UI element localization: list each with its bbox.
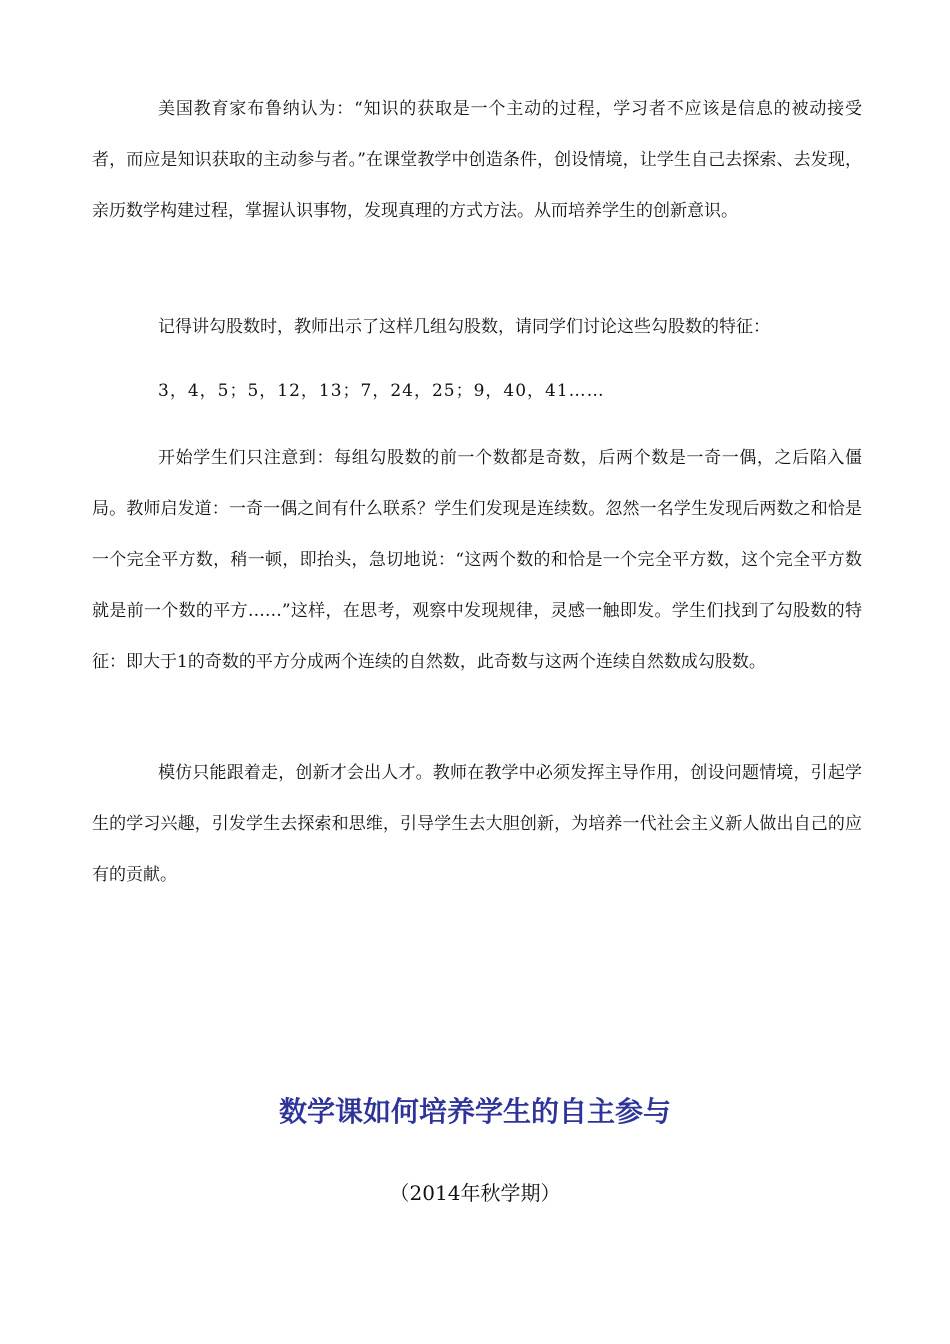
document-title: 数学课如何培养学生的自主参与 xyxy=(278,1095,671,1128)
paragraph-pythagorean-triples: 3，4，5；5，12，13；7，24，25；9，40，41…… xyxy=(158,381,605,401)
paragraph-bruner-quote: 美国教育家布鲁纳认为：“知识的获取是一个主动的过程，学习者不应该是信息的被动接受者，而应是知识获取的主动参与者。”在课堂教学中创造条件，创设情境，让学生自己去探索、去发现，亲历数学构建过程，掌握认识事物，发现真理的方式方法。从而培养学生的创新意识。 xyxy=(92,99,862,221)
paragraph-innovation-conclusion: 模仿只能跟着走，创新才会出人才。教师在教学中必须发挥主导作用，创设问题情境，引起学生的学习兴趣，引发学生去探索和思维，引导学生去大胆创新，为培养一代社会主义新人做出自己的应有的贡献。 xyxy=(92,763,862,885)
document-subtitle: （2014年秋学期） xyxy=(389,1181,561,1205)
paragraph-student-discovery: 开始学生们只注意到：每组勾股数的前一个数都是奇数，后两个数是一奇一偶，之后陷入僵局。教师启发道：一奇一偶之间有什么联系？学生们发现是连续数。忽然一名学生发现后两数之和恰是一个完全平方数，稍一顿，即抬头，急切地说：“这两个数的和恰是一个完全平方数，这个完全平方数就是前一个数的平方……”这样，在思考，观察中发现规律，灵感一触即发。学生们找到了勾股数的特征：即大于1的奇数的平方分成两个连续的自然数，此奇数与这两个连续自然数成勾股数。 xyxy=(92,448,862,672)
paragraph-pythagorean-intro: 记得讲勾股数时，教师出示了这样几组勾股数，请同学们讨论这些勾股数的特征： xyxy=(158,317,770,337)
